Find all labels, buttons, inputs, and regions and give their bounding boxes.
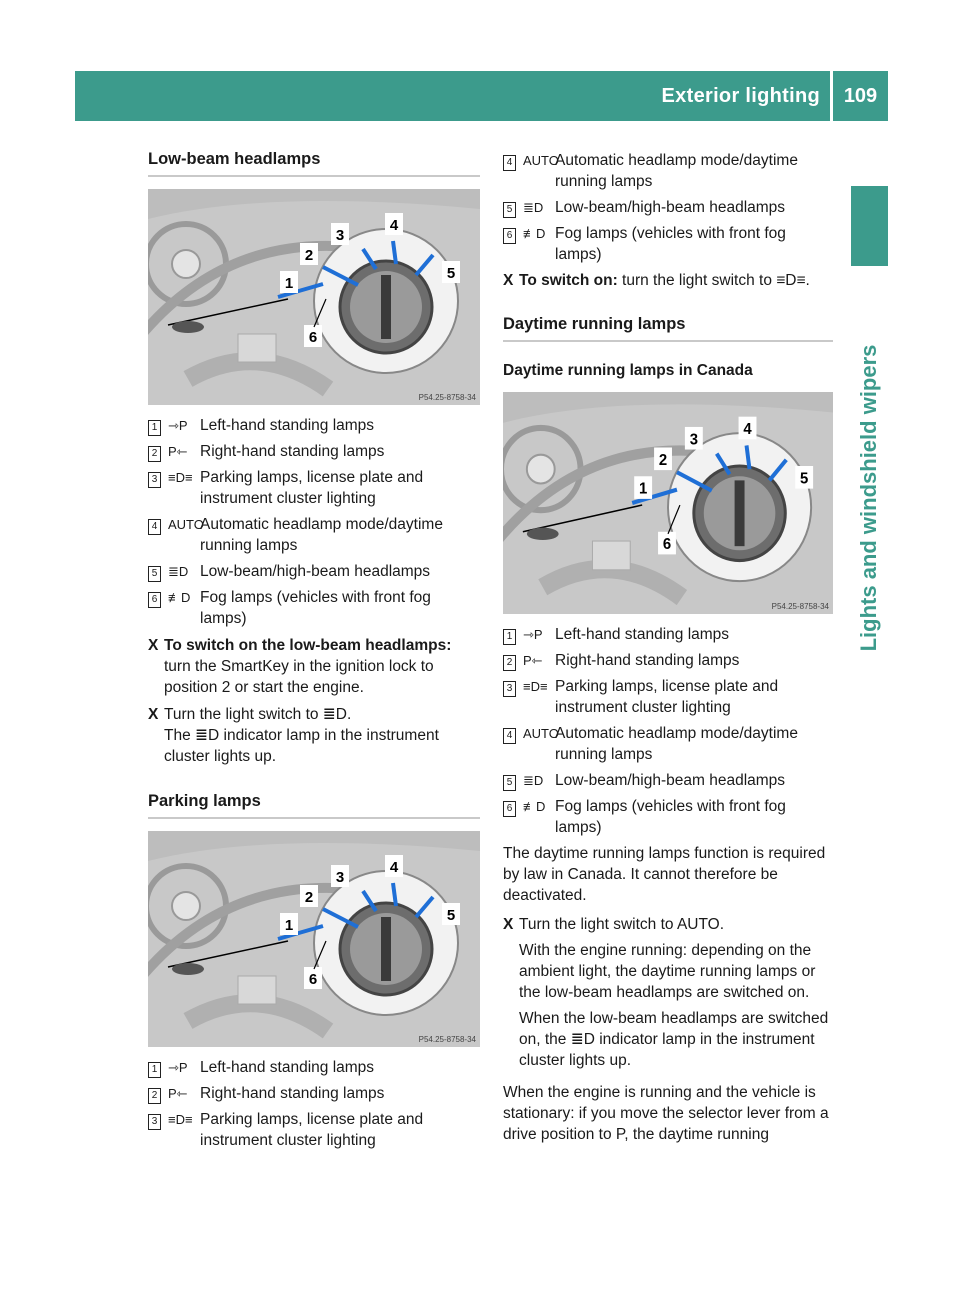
legend-number: 1 [148, 1057, 164, 1078]
legend-text: Fog lamps (vehicles with front fog lamps) [555, 798, 786, 836]
callout-4 [739, 417, 757, 440]
lamp-symbol-icon: ≣D [168, 564, 189, 579]
figure-caption: P54.25-8758-34 [418, 393, 476, 402]
header-title: Exterior lighting [661, 85, 820, 107]
svg-text:4: 4 [389, 859, 399, 876]
legend-number: 1 [148, 415, 164, 436]
legend-item [503, 796, 833, 838]
lamp-symbol-icon: ≣D [523, 773, 544, 788]
light-switch-figure [148, 189, 480, 405]
section-title-low-beam: Low-beam headlamps [148, 150, 480, 177]
legend-number: 4 [148, 514, 164, 556]
legend-text: Low-beam/high-beam headlamps [555, 199, 786, 216]
svg-text:6: 6 [308, 971, 318, 988]
figure-caption: P54.25-8758-34 [418, 1035, 476, 1044]
lamp-symbol-icon: AUTO [168, 517, 204, 532]
legend-item [148, 1057, 480, 1078]
legend-item [503, 197, 833, 218]
section-title-daytime: Daytime running lamps [503, 315, 833, 342]
legend-item [148, 415, 480, 436]
legend-item [503, 770, 833, 791]
lamp-symbol-icon: AUTO [523, 153, 559, 168]
light-switch-dial [668, 433, 811, 581]
callout-6 [304, 325, 322, 347]
svg-text:1: 1 [639, 480, 648, 498]
callout-4 [385, 855, 403, 877]
callout-1 [280, 913, 298, 935]
figure-illustration [148, 189, 480, 405]
light-switch-figure [148, 831, 480, 1047]
svg-text:6: 6 [662, 536, 672, 554]
light-switch-dial [314, 871, 458, 1015]
svg-text:3: 3 [335, 869, 345, 886]
lamp-symbol-icon: ≡D≡ [168, 470, 193, 485]
figure-illustration [503, 392, 833, 614]
instruction-step: X Turn the light switch to ≣D. The ≣D indicator lamp in the instrument cluster lights up. [148, 706, 439, 765]
legend-number: 5 [503, 197, 519, 218]
subsection-title-canada: Daytime running lamps in Canada [503, 362, 753, 379]
legend-text: Right-hand standing lamps [200, 1085, 385, 1102]
legend-item [503, 223, 833, 265]
svg-text:1: 1 [284, 275, 294, 292]
legend-item [503, 723, 833, 765]
legend-text: Left-hand standing lamps [200, 417, 375, 434]
legend-number: 6 [503, 223, 519, 265]
legend-number: 5 [148, 561, 164, 582]
legend-item [503, 676, 833, 718]
legend-item [148, 587, 480, 629]
legend-number: 3 [148, 467, 164, 509]
callout-2 [300, 885, 318, 907]
section-title-parking: Parking lamps [148, 792, 480, 819]
light-switch-figure [503, 392, 833, 614]
legend-number: 2 [148, 441, 164, 462]
instructions [148, 635, 480, 772]
legend-item [148, 1109, 480, 1151]
legend-number: 2 [503, 650, 519, 671]
figure-caption: P54.25-8758-34 [771, 602, 829, 611]
legend-item [148, 1083, 480, 1104]
legend-text: Parking lamps, license plate and instrument cluster lighting [200, 1111, 424, 1149]
lamp-symbol-icon: ≡D≡ [523, 679, 548, 694]
legend-list [148, 1057, 480, 1151]
legend-item [148, 514, 480, 556]
callout-5 [795, 466, 813, 489]
right-column [503, 150, 833, 1153]
legend-item [503, 650, 833, 671]
instruction-step: X To switch on the low-beam headlamps: turn the SmartKey in the ignition lock to position 2 or start the engine. [148, 637, 452, 696]
legend-item [148, 561, 480, 582]
instructions [503, 914, 833, 1076]
legend-text: Fog lamps (vehicles with front fog lamps) [555, 225, 786, 263]
instruction-step: X To switch on: turn the light switch to ≡D≡. [503, 272, 810, 289]
legend-text: Parking lamps, license plate and instrument cluster lighting [200, 469, 424, 507]
instruction-step: X Turn the light switch to AUTO. With the engine running: depending on the ambient light, the daytime running lamps or the low-beam headlamps are switched on. When the low-beam headlamps are switched on, the ≣D indicator lamp in the instrument cluster lights up. [503, 916, 829, 1069]
svg-text:2: 2 [304, 247, 314, 264]
callout-6 [304, 967, 322, 989]
legend-text: Left-hand standing lamps [200, 1059, 375, 1076]
legend-text: Automatic headlamp mode/daytime running lamps [555, 725, 798, 763]
paragraph: When the engine is running and the vehicle is stationary: if you move the selector lever from a drive position to P, the daytime running [503, 1084, 829, 1143]
svg-text:2: 2 [304, 889, 314, 906]
legend-text: Parking lamps, license plate and instrument cluster lighting [555, 678, 779, 716]
svg-text:5: 5 [446, 265, 456, 282]
legend-number: 3 [148, 1109, 164, 1151]
svg-text:2: 2 [658, 451, 668, 470]
lamp-symbol-icon: P⇽ [168, 444, 188, 459]
legend-number: 1 [503, 624, 519, 645]
legend-text: Right-hand standing lamps [200, 443, 385, 460]
svg-text:4: 4 [743, 420, 752, 439]
legend-number: 3 [503, 676, 519, 718]
legend-list [148, 415, 480, 629]
lamp-symbol-icon: P⇽ [523, 653, 543, 668]
svg-text:4: 4 [389, 217, 399, 234]
legend-item [148, 467, 480, 509]
callout-1 [280, 271, 298, 293]
page-number: 109 [843, 85, 878, 107]
lamp-symbol-icon: ⇾P [523, 627, 543, 642]
legend-number: 6 [503, 796, 519, 838]
legend-text: Left-hand standing lamps [555, 626, 730, 643]
callout-3 [331, 223, 349, 245]
legend-item [503, 150, 833, 192]
legend-text: Low-beam/high-beam headlamps [200, 563, 431, 580]
page-header [75, 71, 888, 121]
lamp-symbol-icon: AUTO [523, 726, 559, 741]
callout-5 [442, 261, 460, 283]
lamp-symbol-icon: ≢D [523, 799, 546, 814]
instructions [503, 270, 833, 291]
lamp-symbol-icon: P⇽ [168, 1086, 188, 1101]
legend-number: 6 [148, 587, 164, 629]
callout-2 [300, 243, 318, 265]
legend-text: Automatic headlamp mode/daytime running lamps [200, 516, 443, 554]
svg-text:5: 5 [446, 907, 456, 924]
callout-6 [658, 532, 676, 555]
legend-item [148, 441, 480, 462]
svg-text:3: 3 [689, 431, 698, 449]
figure-illustration [148, 831, 480, 1047]
lamp-symbol-icon: ⇾P [168, 418, 188, 433]
legend-list [503, 150, 833, 265]
callout-4 [385, 213, 403, 235]
lamp-symbol-icon: ≡D≡ [168, 1112, 193, 1127]
svg-text:5: 5 [800, 470, 809, 488]
callout-5 [442, 903, 460, 925]
lamp-symbol-icon: ⇾P [168, 1060, 188, 1075]
side-section-label: Lights and windshield wipers [856, 344, 881, 652]
legend-number: 5 [503, 770, 519, 791]
legend-item [503, 624, 833, 645]
callout-2 [654, 448, 672, 471]
legend-text: Fog lamps (vehicles with front fog lamps) [200, 589, 431, 627]
svg-text:3: 3 [335, 227, 345, 244]
legend-list [503, 624, 833, 838]
left-column [148, 150, 480, 1156]
legend-number: 4 [503, 723, 519, 765]
legend-text: Low-beam/high-beam headlamps [555, 772, 786, 789]
callout-3 [685, 427, 703, 450]
legend-text: Right-hand standing lamps [555, 652, 740, 669]
legend-text: Automatic headlamp mode/daytime running lamps [555, 152, 798, 190]
side-tab [851, 186, 888, 266]
legend-number: 2 [148, 1083, 164, 1104]
svg-text:6: 6 [308, 329, 318, 346]
callout-3 [331, 865, 349, 887]
paragraph: The daytime running lamps function is required by law in Canada. It cannot therefore be deactivated. [503, 845, 826, 904]
legend-number: 4 [503, 150, 519, 192]
lamp-symbol-icon: ≢D [168, 590, 191, 605]
callout-1 [634, 476, 652, 499]
light-switch-dial [314, 229, 458, 373]
svg-text:1: 1 [284, 917, 294, 934]
lamp-symbol-icon: ≣D [523, 200, 544, 215]
lamp-symbol-icon: ≢D [523, 226, 546, 241]
